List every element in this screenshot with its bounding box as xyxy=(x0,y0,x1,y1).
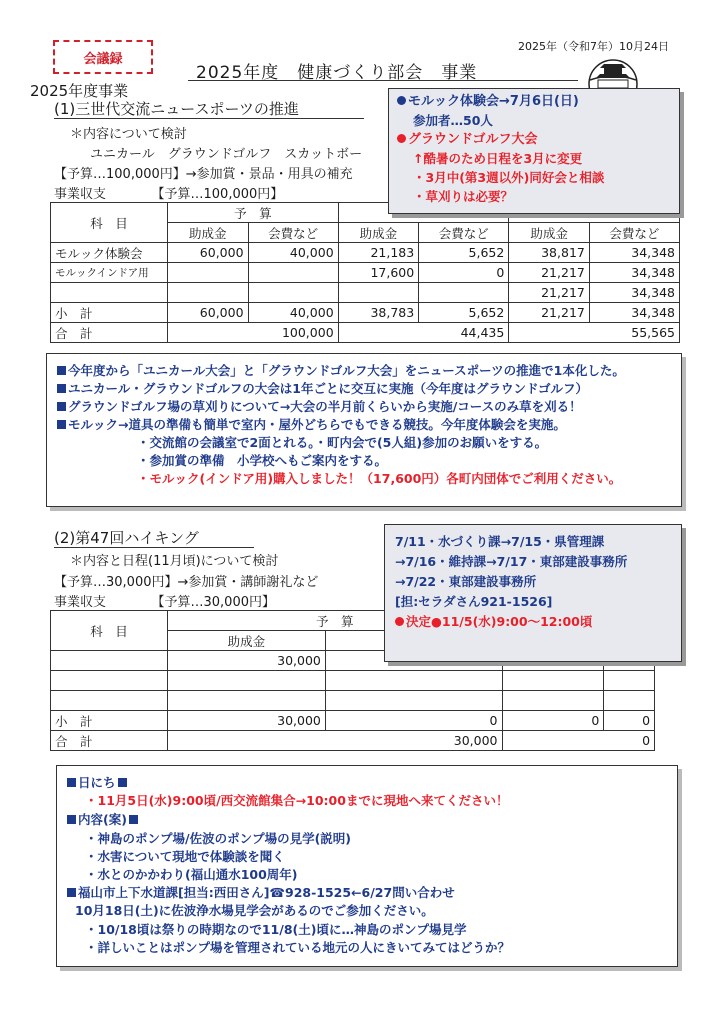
note-line: 今年度から「ユニカール大会」と「グラウンドゴルフ大会」をニュースポーツの推進で1本化した。 xyxy=(68,363,625,378)
note-line: ・10/18頃は祭りの時期なので11/8(土)頃に…神島のポンプ場見学 xyxy=(85,922,467,937)
note-line: ・参加賞の準備 小学校へもご案内をする。 xyxy=(137,453,388,468)
row-label xyxy=(51,651,168,671)
section1-jigyo: 事業収支 【予算…100,000円】 xyxy=(54,187,284,202)
note-line: モルック→道具の準備も簡単で室内・屋外どちらでもできる競技。今年度体験会を実施。 xyxy=(68,417,566,432)
cell: 34,348 xyxy=(589,303,679,323)
cell: 21,217 xyxy=(509,303,590,323)
table-row xyxy=(51,323,680,343)
cell xyxy=(604,671,655,691)
note-line: ・神島のポンプ場/佐波のポンプ場の見学(説明) xyxy=(85,831,351,846)
yosan-header: 予 算 xyxy=(168,203,339,223)
cell: 34,348 xyxy=(589,263,679,283)
yosan-header: 予 算 xyxy=(168,611,503,631)
section2-callout xyxy=(384,524,682,662)
cell xyxy=(419,283,509,303)
row-label xyxy=(51,691,168,711)
cell: 30,000 xyxy=(168,651,326,671)
row-label: モルック体験会 xyxy=(51,243,168,263)
note-line: ・水害について現地で体験談を聞く xyxy=(85,849,285,864)
section1-sports: ユニカール グラウンドゴルフ スカットボー xyxy=(90,147,363,162)
row-label: 小 計 xyxy=(51,711,168,731)
table-row xyxy=(51,671,681,691)
cell xyxy=(248,263,338,283)
section2-underline xyxy=(54,547,254,548)
section1-underline xyxy=(54,118,364,119)
cell: 34,348 xyxy=(589,243,679,263)
section2-heading: (2)第47回ハイキング xyxy=(54,529,199,547)
cell: 30,000 xyxy=(168,711,326,731)
row-label xyxy=(51,671,168,691)
note-line: ユニカール・グラウンドゴルフの大会は1年ごとに交互に実施（今年度はグラウンドゴルフ） xyxy=(68,381,588,396)
cell xyxy=(168,691,326,711)
kamoku-header: 科 目 xyxy=(51,611,168,651)
note-heading: 日にち xyxy=(78,775,116,790)
note-line: ・詳しいことはポンプ場を管理されている地元の人にきいてみてはどうか？ xyxy=(85,940,511,955)
cell xyxy=(248,283,338,303)
col-header: 助成金 xyxy=(168,631,326,651)
cell: 21,217 xyxy=(509,283,590,303)
col-header: 助成金 xyxy=(168,223,249,243)
callout-line: 7/11・水づくり課→7/15・県管理課 xyxy=(395,534,605,549)
section2-jigyo: 事業収支 【予算…30,000円】 xyxy=(54,595,275,610)
year-heading: 2025年度事業 xyxy=(30,82,129,100)
cell: 0 xyxy=(604,711,655,731)
kamoku-header: 科 目 xyxy=(51,203,168,243)
total-cell: 30,000 xyxy=(168,731,503,751)
note-line: ・モルック(インドア用)購入しました！（17,600円）各町内団体でご利用ください。 xyxy=(137,471,622,486)
page-title: 2025年度 健康づくり部会 事業 xyxy=(196,63,478,83)
cell: 60,000 xyxy=(168,303,249,323)
col-header: 助成金 xyxy=(338,223,419,243)
cell: 5,652 xyxy=(419,243,509,263)
table-row xyxy=(51,243,680,263)
table-row xyxy=(51,283,680,303)
table-row xyxy=(51,303,680,323)
cell: 40,000 xyxy=(248,243,338,263)
cell xyxy=(325,671,502,691)
callout-line: グラウンドゴルフ大会 xyxy=(408,132,538,147)
callout-line: ↑酷暑のため日程を3月に変更 xyxy=(413,151,583,166)
callout-line: モルック体験会→7月6日(日) xyxy=(408,94,579,109)
section1-callout xyxy=(388,88,680,214)
note-line: 10月18日(土)に佐波浄水場見学会があるのでご参加ください。 xyxy=(75,903,434,918)
cell xyxy=(168,263,249,283)
cell: 34,348 xyxy=(589,283,679,303)
total-cell: 100,000 xyxy=(168,323,339,343)
table-row xyxy=(51,731,681,751)
callout-line: ・3月中(第3週以外)同好会と相談 xyxy=(413,170,605,185)
note-line: 福山市上下水道課[担当:西田さん]☎928-1525←6/27問い合わせ xyxy=(78,885,455,900)
callout-line: →7/16・維持課→7/17・東部建設事務所 xyxy=(395,554,628,569)
row-label: 合 計 xyxy=(51,731,168,751)
note-line: グラウンドゴルフ場の草刈りについて→大会の半月前くらいから実施/コースのみ草を刈る！ xyxy=(68,399,582,414)
section2-notes xyxy=(56,765,678,967)
total-cell: 0 xyxy=(502,731,655,751)
cell xyxy=(168,671,326,691)
cell xyxy=(168,283,249,303)
title-underline xyxy=(188,80,578,81)
note-line: ・11月5日(水)9:00頃/西交流館集合→10:00までに現地へ来てください！ xyxy=(85,793,509,808)
total-cell: 44,435 xyxy=(338,323,509,343)
section1-notes xyxy=(46,353,682,507)
cell: 38,783 xyxy=(338,303,419,323)
callout-line: ・草刈りは必要？ xyxy=(413,189,514,204)
cell: 17,600 xyxy=(338,263,419,283)
col-header: 会費など xyxy=(248,223,338,243)
cell: 21,217 xyxy=(509,263,590,283)
section1-sub: ＊内容について検討 xyxy=(70,127,187,142)
cell xyxy=(325,691,502,711)
cell: 40,000 xyxy=(248,303,338,323)
row-label: 合 計 xyxy=(51,323,168,343)
section2-budget: 【予算…30,000円】→参加賞・講師謝礼など xyxy=(54,575,319,590)
cell: 38,817 xyxy=(509,243,590,263)
callout-line: 決定●11/5(水)9:00～12:00頃 xyxy=(406,614,593,629)
cell: 21,183 xyxy=(338,243,419,263)
col-header: 助成金 xyxy=(509,223,590,243)
row-label: 小 計 xyxy=(51,303,168,323)
section1-heading: (1)三世代交流ニュースポーツの推進 xyxy=(54,100,299,118)
cell: 0 xyxy=(419,263,509,283)
section1-budget: 【予算…100,000円】→参加賞・景品・用具の補充 xyxy=(54,167,353,182)
note-heading: 内容(案) xyxy=(78,812,127,827)
table-row xyxy=(51,691,681,711)
table-row xyxy=(51,263,680,283)
cell xyxy=(502,691,604,711)
cell xyxy=(604,691,655,711)
cell xyxy=(338,283,419,303)
cell: 0 xyxy=(325,711,502,731)
callout-line: 参加者…50人 xyxy=(413,113,493,128)
row-label: モルックインドア用 xyxy=(51,263,168,283)
section1-budget-table xyxy=(50,202,680,343)
minutes-stamp: 会議録 xyxy=(53,40,153,74)
section2-sub: ＊内容と日程(11月頃)について検討 xyxy=(70,554,279,569)
note-line: ・水とのかかわり(福山通水100周年) xyxy=(85,867,298,882)
note-line: ・交流館の会議室で2面とれる。・町内会で(5人組)参加のお願いをする。 xyxy=(137,435,548,450)
callout-line: [担:セラダさん921-1526] xyxy=(395,594,553,609)
cell: 60,000 xyxy=(168,243,249,263)
cell: 0 xyxy=(502,711,604,731)
document-date: 2025年（令和7年）10月24日 xyxy=(518,40,669,53)
cell xyxy=(502,671,604,691)
callout-line: →7/22・東部建設事務所 xyxy=(395,574,537,589)
row-label xyxy=(51,283,168,303)
col-header: 会費など xyxy=(419,223,509,243)
table-row xyxy=(51,711,681,731)
total-cell: 55,565 xyxy=(509,323,680,343)
cell: 5,652 xyxy=(419,303,509,323)
col-header: 会費など xyxy=(589,223,679,243)
